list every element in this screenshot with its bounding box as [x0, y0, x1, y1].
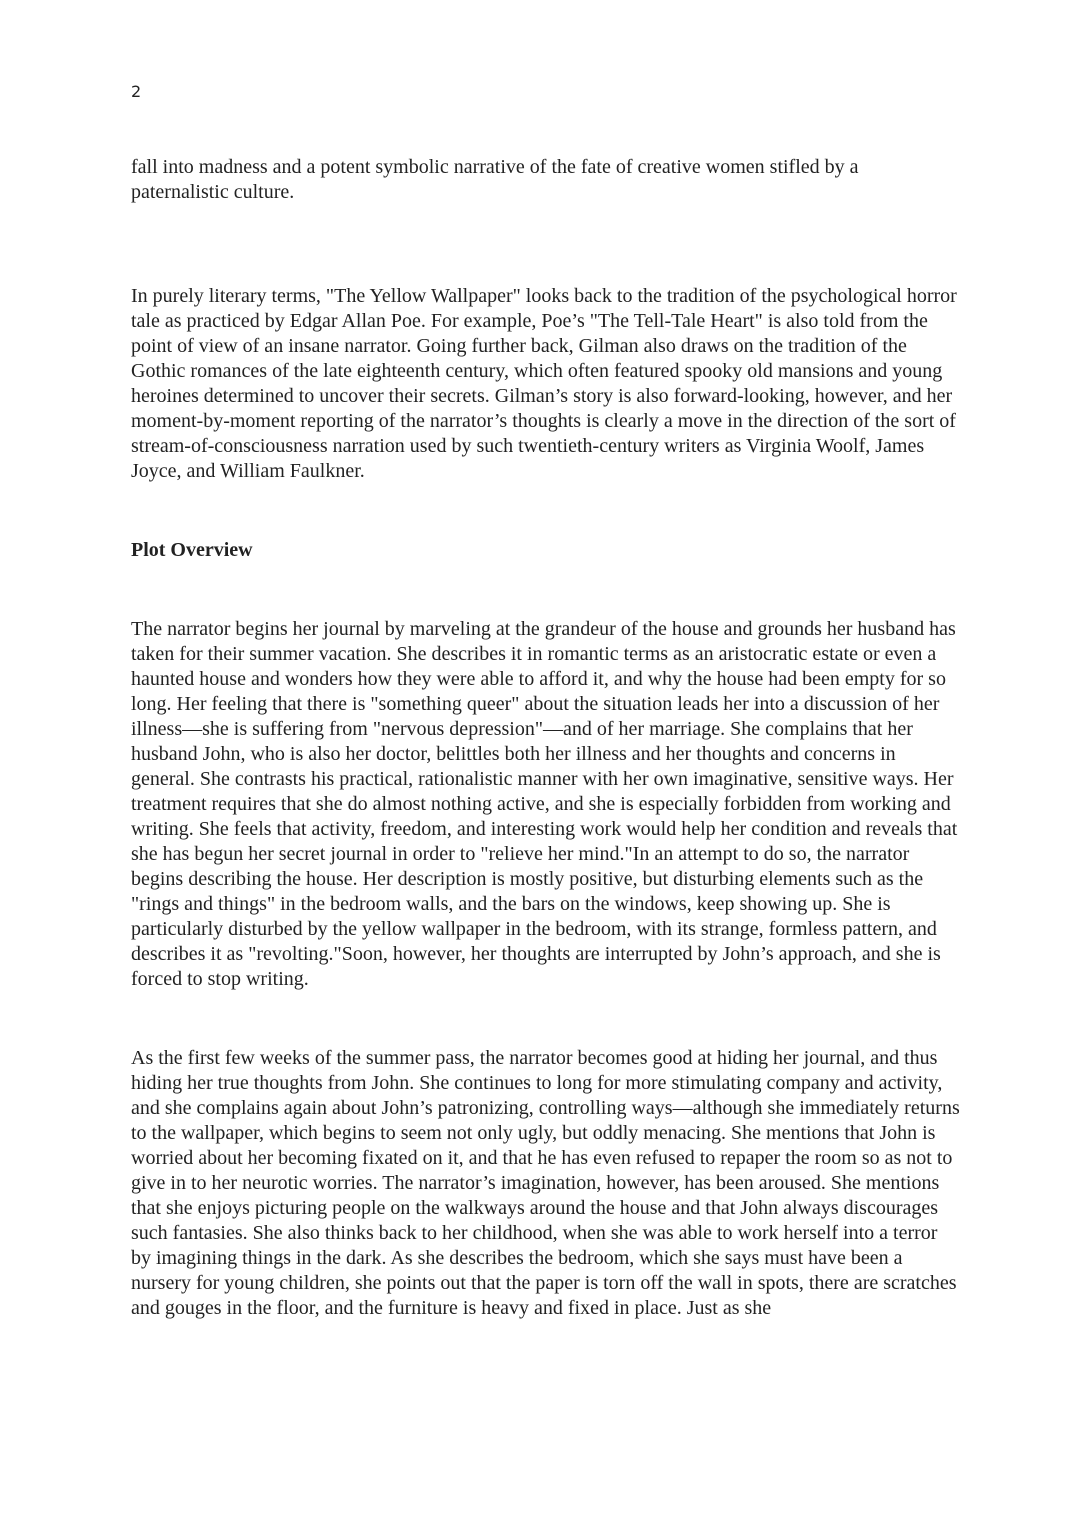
- paragraph-plot-2: As the first few weeks of the summer pass, the narrator becomes good at hiding her journal, and thus hiding her true thoughts from John. She continues to long for more stimulating company and activity, and she complains again about John’s patronizing, controlling ways—although she immediately returns to the wallpaper, which begins to seem not only ugly, but oddly menacing. She mentions that John is worried about her becoming fixated on it, and that he has even refused to repaper the room so as not to give in to her neurotic worries. The narrator’s imagination, however, has been aroused. She mentions that she enjoys picturing people on the walkways around the house and that John always discourages such fantasies. She also thinks back to her childhood, when she was able to work herself into a terror by imagining things in the dark. As she describes the bedroom, which she says must have been a nursery for young children, she points out that the paper is torn off the wall in spots, there are scratches and gouges in the floor, and the furniture is heavy and fixed in place. Just as she: [131, 1047, 960, 1319]
- paragraph-literary-context: In purely literary terms, "The Yellow Wallpaper" looks back to the tradition of the psychological horror tale as practiced by Edgar Allan Poe. For example, Poe’s "The Tell-Tale Heart" is also told from the point of view of an insane narrator. Going further back, Gilman also draws on the tradition of the Gothic romances of the late eighteenth century, which often featured spooky old mansions and young heroines determined to uncover their secrets. Gilman’s story is also forward-looking, however, and her moment-by-moment reporting of the narrator’s thoughts is clearly a move in the direction of the sort of stream-of-consciousness narration used by such twentieth-century writers as Virginia Woolf, James Joyce, and William Faulkner.: [131, 285, 957, 482]
- section-heading: Plot Overview: [131, 539, 253, 561]
- paragraph-plot-1: The narrator begins her journal by marveling at the grandeur of the house and grounds her husband has taken for their summer vacation. She describes it in romantic terms as an aristocratic estate or even a haunted house and wonders how they were able to afford it, and why the house had been empty for so long. Her feeling that there is "something queer" about the situation leads her into a discussion of her illness—she is suffering from "nervous depression"—and of her marriage. She complains that her husband John, who is also her doctor, belittles both her illness and her thoughts and concerns in general. She contrasts his practical, rationalistic manner with her own imaginative, sensitive ways. Her treatment requires that she do almost nothing active, and she is especially forbidden from working and writing. She feels that activity, freedom, and interesting work would help her condition and reveals that she has begun her secret journal in order to "relieve her mind."In an attempt to do so, the narrator begins describing the house. Her description is mostly positive, but disturbing elements such as the "rings and things" in the bedroom walls, and the bars on the windows, keep showing up. She is particularly disturbed by the yellow wallpaper in the bedroom, with its strange, formless pattern, and describes it as "revolting."Soon, however, her thoughts are interrupted by John’s approach, and she is forced to stop writing.: [131, 618, 958, 990]
- page-number: 2: [131, 82, 142, 101]
- paragraph-intro-continuation: fall into madness and a potent symbolic narrative of the fate of creative women stifled by a paternalistic culture.: [131, 156, 859, 203]
- document-body: [131, 155, 961, 1321]
